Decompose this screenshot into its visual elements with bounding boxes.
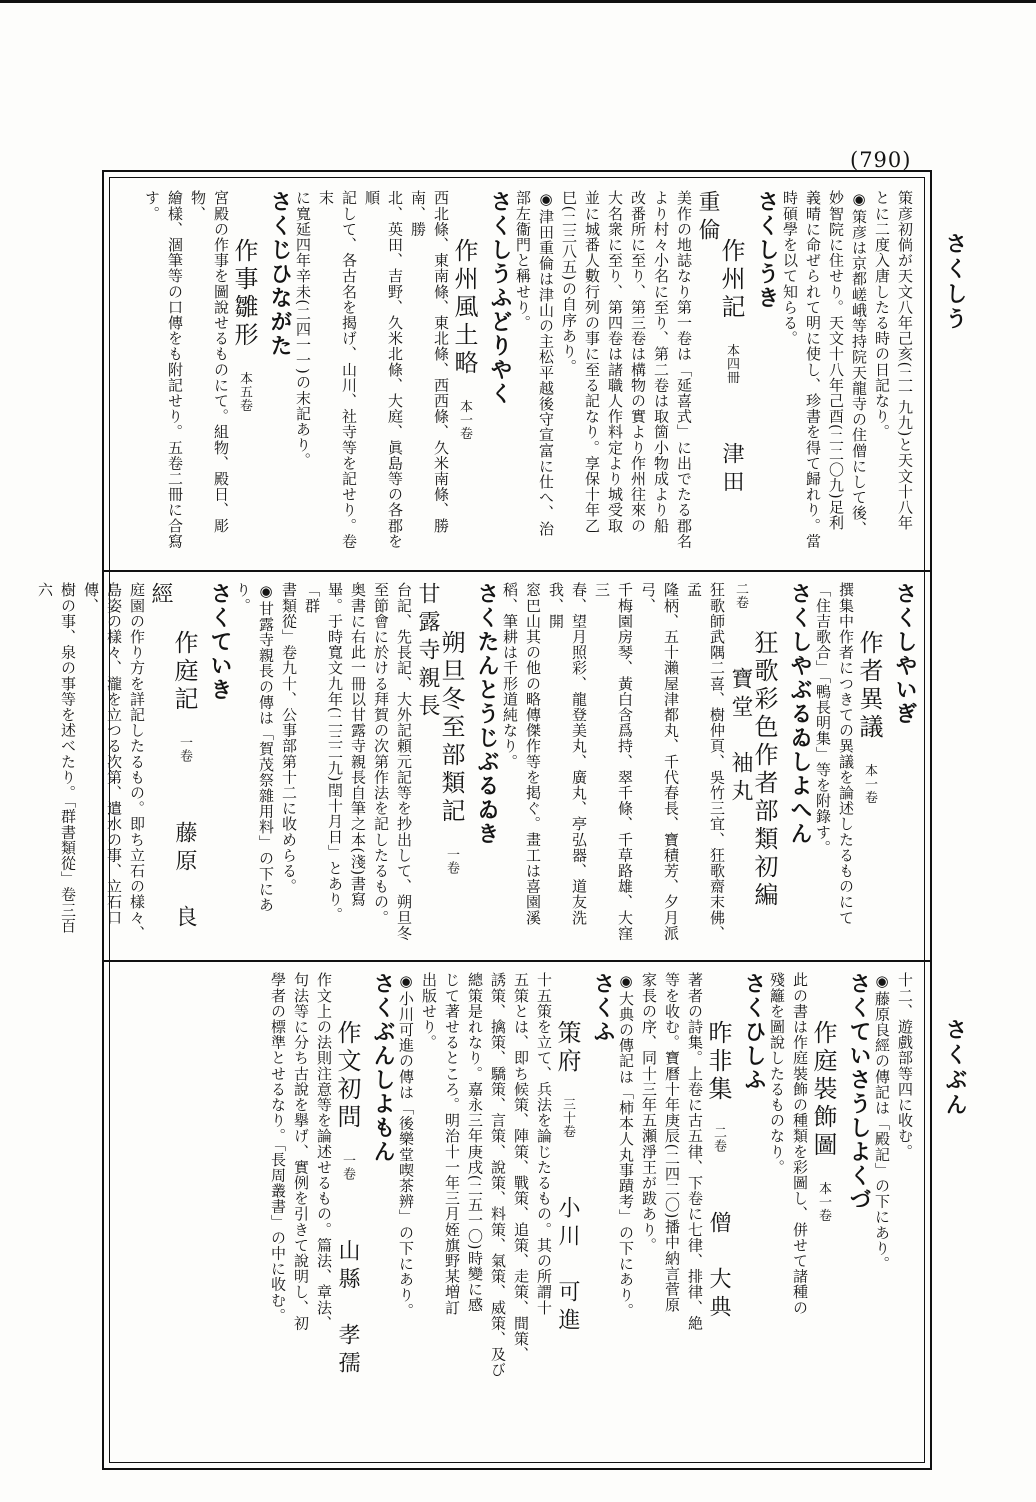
lower-band <box>122 972 916 1442</box>
text-line: 北、英田、吉野、久米北條、大庭、眞島等の各郡を順 <box>363 190 404 549</box>
text-line: じて著せるところ。明治十一年三月姪旗野某増訂 <box>443 972 461 1316</box>
text-line: 美作の地誌なり第一卷は「延喜式」に出でたる郡名 <box>675 190 693 549</box>
text-line: より村々小名に至り、第二卷は取箇小物成より船 <box>652 190 670 534</box>
text-line: 至節會に於ける拜賀の次第作法を記したるもの。 <box>372 582 390 926</box>
entry-title: 朔旦冬至部類記 <box>437 630 465 826</box>
entry-reading: さくていさうしよくづ <box>846 972 872 1212</box>
text-line: 時碩學を以て知らる。 <box>781 190 799 346</box>
entry-heading <box>728 582 776 942</box>
text-line: 策彦初倘が天文八年己亥(二一九九)と天文十八年 <box>896 190 914 531</box>
band-divider-2 <box>104 960 930 962</box>
text-line: 繪樣、涸筆等の口傳をも附記せり。五卷二冊に合寫 <box>166 190 184 549</box>
text-line: 畢。于時寬文九年(二三二九)閏十月日」とあり。「群 <box>303 582 344 923</box>
text-line: とに二度入唐したる時の日記なり。 <box>873 190 891 440</box>
text-line: 義晴に命ぜられて明に使し、珍書を得て歸れり。當 <box>804 190 822 549</box>
text-line: ◉津田重倫は津山の主松平越後守宣富に仕へ、治 <box>537 190 555 537</box>
entry-volumes: 本一卷 <box>862 750 877 805</box>
entry-author: 僧 大典 <box>706 1182 731 1323</box>
entry-heading <box>695 190 743 552</box>
text-line: 此の書は作庭裝飾の種類を彩圖し、併せて諸種の <box>791 972 809 1316</box>
text-line: 千梅園房琴、黃白含爲持、翠千條、千草路雄、大窪三 <box>593 582 634 941</box>
entry-title: 昨非集 <box>704 1020 732 1104</box>
text-line: 著者の詩集。上卷に古五律、下卷に七律、排律、絶 <box>686 972 704 1331</box>
entry-author: 寶堂 袖丸 <box>728 639 753 808</box>
entry-title: 作文初問 <box>333 1020 361 1132</box>
text-line: 庭園の作り方を詳記したるもの。即ち立石の樣々、 <box>128 582 146 941</box>
text-line: ◉大典の傳記は「柿本人丸事蹟考」の下にあり。 <box>617 972 635 1319</box>
entry-title: 作庭裝飾圖 <box>809 1020 837 1160</box>
entry-title: 作庭記 <box>170 630 198 714</box>
text-line: 學者の標準とせるなり。「長周叢書」の中に收む。 <box>269 972 287 1324</box>
running-header-right: さくしう <box>942 232 968 332</box>
page-frame <box>36 170 932 1470</box>
entry-volumes: 三十卷 <box>560 1084 575 1139</box>
entry-title: 作者異議 <box>855 630 883 742</box>
entry-heading <box>857 582 881 942</box>
text-line: 殘籬を圖說したるものなり。 <box>768 972 786 1175</box>
entry-title: 作事雛形 <box>230 238 258 350</box>
entry-reading: さくしやいぎ <box>892 582 918 726</box>
text-line: 稻、筆耕は千形道純なり。 <box>501 582 519 770</box>
text-line: 書類從」卷九十、公事部第十二に收めらる。 <box>280 582 298 894</box>
text-line: 五策とは、即ち候策、陣策、戰策、追策、走策、間策、 <box>512 972 530 1362</box>
entry-reading: さくしうふどりやく <box>487 190 513 406</box>
entry-title: 作州記 <box>717 238 745 322</box>
text-line: に寬延四年辛未(二四一一)の末記あり。 <box>294 190 312 469</box>
text-line: 「住吉歌合」「鴨長明集」等を附錄す。 <box>814 582 832 856</box>
entry-heading <box>232 190 256 552</box>
entry-reading: さくしうき <box>754 190 780 310</box>
entry-reading: さくたんとうじぶるゐき <box>474 582 500 846</box>
entry-volumes: 本五卷 <box>237 358 252 413</box>
entry-volumes: 一卷 <box>444 834 459 875</box>
text-line: 西北條、東南條、東北條、西西條、久米南條、勝南、勝 <box>409 190 450 534</box>
entry-reading: さくしやぶるゐしよへん <box>787 582 813 846</box>
entry-reading: さくふ <box>590 972 616 1044</box>
upper-band <box>122 190 916 552</box>
entry-volumes: 本四冊 <box>724 330 739 385</box>
entry-volumes: 一卷 <box>177 722 192 763</box>
entry-volumes: 二卷 <box>711 1112 726 1153</box>
text-line: ◉策彦は京都嵯峨等持院天龍寺の住僧にして後、 <box>850 190 868 537</box>
top-rule <box>0 0 1036 3</box>
running-header-left: さくぶん <box>942 1018 968 1118</box>
text-line: 春、望月照彩、龍登美丸、廣丸、亭弘器、道友洗我、開 <box>547 582 588 926</box>
entry-author: 山縣 孝孺 <box>335 1210 360 1379</box>
text-line: 十二、遊戲部等四に收む。 <box>896 972 914 1160</box>
text-line: 樹の事、泉の事等を述べたり。「群書類從」卷三百六 <box>36 582 77 934</box>
text-line: 並に城番人數行列の事に至る記なり。享保十年乙 <box>583 190 601 534</box>
entry-heading <box>452 190 476 552</box>
text-line: 誘策、擒策、驕策、言策、說策、料策、氣策、威策、及び <box>489 972 507 1378</box>
text-line: 總策是れなり。嘉永三年庚戌(二五一〇)時變に感 <box>466 972 484 1313</box>
text-line: 宮殿の作事を圖說せるものにて。組物、殿日、彫物、 <box>189 190 230 534</box>
text-line: 家長の序、同十三年五瀬淨王が跋あり。 <box>640 972 658 1253</box>
text-line: 島姿の樣々、瀧を立つる次第、遣水の事、立石口傳、 <box>82 582 123 926</box>
page-number: (790) <box>850 148 912 172</box>
entry-reading: さくひしふ <box>741 972 767 1092</box>
entry-author: 津田 重倫 <box>695 190 744 527</box>
text-line: 巳(二三八五)の自序あり。 <box>560 190 578 375</box>
text-line: 台記、先長記、大外記頼元記等を抄出して、朔旦冬 <box>395 582 413 941</box>
entry-reading: さくていき <box>207 582 233 702</box>
text-line: ◉小川可進の傳は「後樂堂喫茶辨」の下にあり。 <box>397 972 415 1319</box>
text-line: 窓巴山其の他の略傳傑作等を掲ぐ。畫工は喜園溪 <box>524 582 542 926</box>
entry-reading: さくじひながた <box>267 190 293 358</box>
text-line: 部左衞門と稱せり。 <box>514 190 532 331</box>
band-divider-1 <box>104 570 930 572</box>
entry-volumes: 本一卷 <box>457 386 472 441</box>
text-line: す。 <box>143 190 161 222</box>
entry-reading: さくぶんしよもん <box>370 972 396 1164</box>
entry-heading <box>811 972 835 1442</box>
text-line: 作文上の法則注意等を論述せるもの。篇法、章法、 <box>315 972 333 1331</box>
text-line: 狂歌師武隅二喜、樹仲頁、吳竹三宜、狂歌齋末佛、孟 <box>685 582 726 941</box>
entry-heading <box>415 582 463 942</box>
text-line: 十五策を立て、兵法を論じたるもの。其の所謂十 <box>535 972 553 1316</box>
entry-heading <box>148 582 196 942</box>
entry-title: 作州風土略 <box>450 238 478 378</box>
entry-title: 狂歌彩色作者部類初編 <box>750 630 778 910</box>
middle-band <box>36 582 918 942</box>
entry-volumes: 一卷 <box>340 1140 355 1181</box>
text-line: 句法等に分ち古說を擧げ、實例を引きて說明し、初 <box>292 972 310 1331</box>
entry-author: 小川 可進 <box>555 1168 580 1337</box>
entry-volumes: 本一卷 <box>816 1168 831 1223</box>
entry-heading <box>555 972 579 1442</box>
entry-heading <box>335 972 359 1442</box>
text-line: 大名衆に至り、第四卷は諸職人作料定より城受取 <box>606 190 624 534</box>
entry-heading <box>706 972 730 1442</box>
text-line: ◉藤原良經の傳記は「殿記」の下にあり。 <box>873 972 891 1272</box>
text-line: 妙智院に住せり。天文十八年己酉(二二〇九)足利 <box>827 190 845 531</box>
text-line: 奥書に右此一冊以甘露寺親長自筆之本(淺)書寫 <box>349 582 367 907</box>
entry-author: 甘露寺親長 <box>415 582 464 933</box>
text-line: 撰集中作者につきての異議を論述したるものにて <box>837 582 855 926</box>
text-line: 隆柄、五十瀨屋津都丸、千代春長、寶積芳、夕月派弓、 <box>639 582 680 941</box>
text-line: 改番所に至り、第三卷は構物の實より作州往來の <box>629 190 647 534</box>
text-line: 出版せり。 <box>420 972 438 1050</box>
text-line: 記して、各古名を揭げ、山川、社寺等を記せり。卷末 <box>317 190 358 549</box>
text-line: ◉甘露寺親長の傳は「賀茂祭雜用料」の下にあり。 <box>234 582 275 913</box>
entry-title: 策府 <box>553 1020 581 1076</box>
entry-volumes: 二卷 <box>733 582 772 932</box>
entry-author: 藤原 良經 <box>148 582 197 933</box>
text-line: 等を收む。寶曆十年庚辰(二四二〇)播中納言菅原 <box>663 972 681 1313</box>
